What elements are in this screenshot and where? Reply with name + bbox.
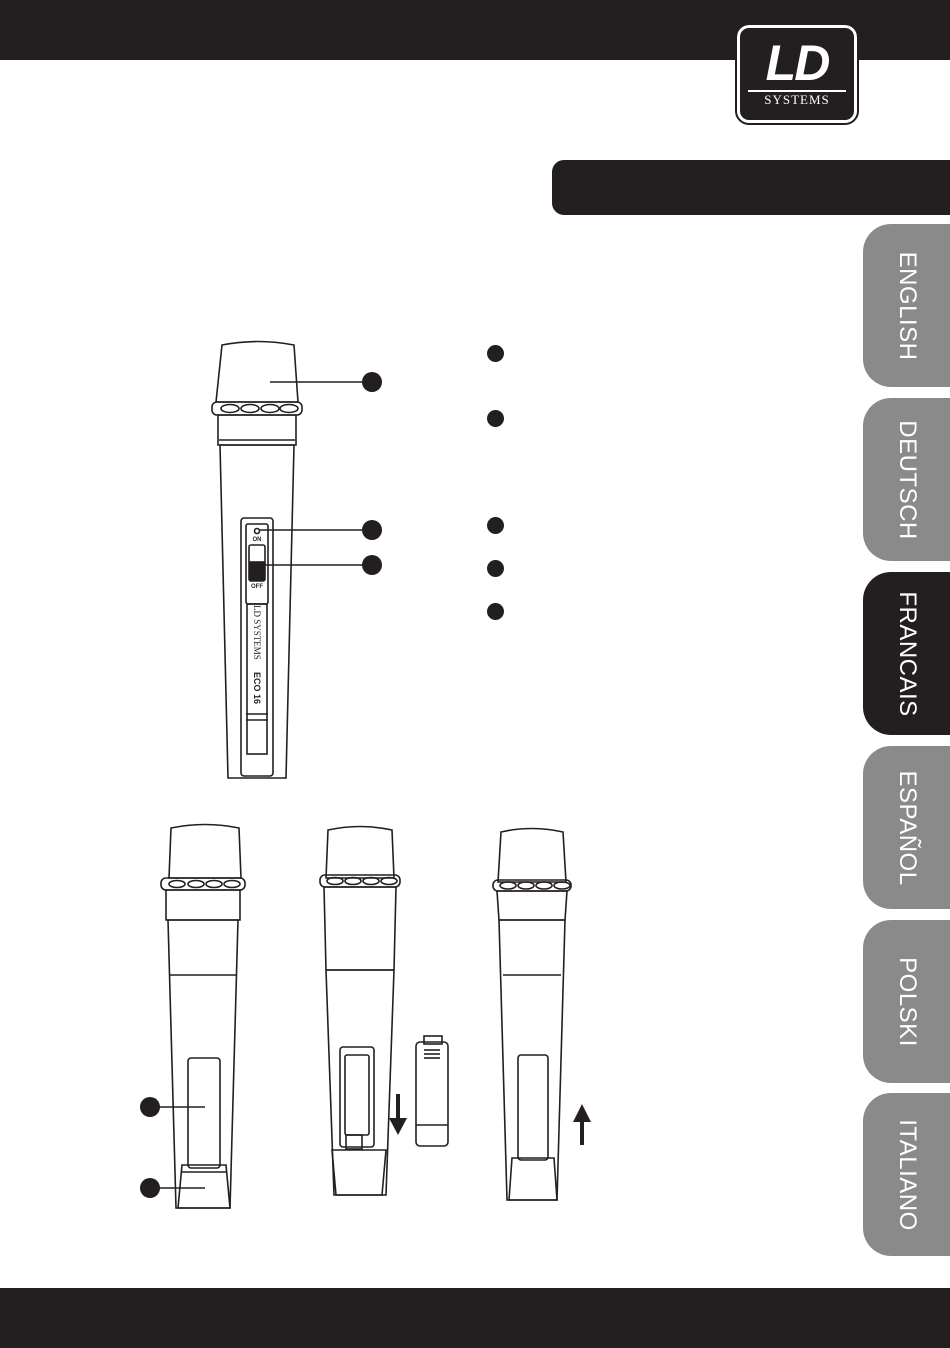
switch-off-label: OFF — [251, 584, 263, 590]
callout-bullet-4 — [140, 1097, 160, 1117]
logo-sub-text: SYSTEMS — [748, 90, 846, 108]
callout-bullet-3 — [362, 555, 382, 575]
mic-battery-closed — [157, 825, 245, 1209]
mic-battery-open — [320, 827, 400, 1196]
main-microphone — [212, 342, 362, 779]
battery — [416, 1036, 448, 1146]
mic-battery-closing — [493, 829, 571, 1201]
tab-espanol-label: ESPAÑOL — [893, 769, 921, 886]
battery-cover[interactable] — [188, 1058, 220, 1168]
tab-english-label: ENGLISH — [893, 251, 921, 360]
callout-bullet-2 — [362, 520, 382, 540]
callout-bullet-5 — [140, 1178, 160, 1198]
mic-model-label: ECO 16 — [252, 672, 262, 705]
logo-main-text: LD — [765, 35, 829, 91]
bottom-bar — [0, 1288, 950, 1348]
mic-brand-label: LD SYSTEMS — [252, 605, 262, 660]
tab-francais-label: FRANCAIS — [893, 590, 921, 717]
tab-italiano-label: ITALIANO — [893, 1118, 921, 1231]
power-led — [255, 529, 260, 534]
tab-polski-label: POLSKI — [893, 956, 921, 1047]
tab-deutsch-label: DEUTSCH — [893, 419, 921, 540]
callout-bullet-1 — [362, 372, 382, 392]
mic-grille — [216, 342, 298, 403]
switch-on-label: ON — [252, 537, 262, 543]
